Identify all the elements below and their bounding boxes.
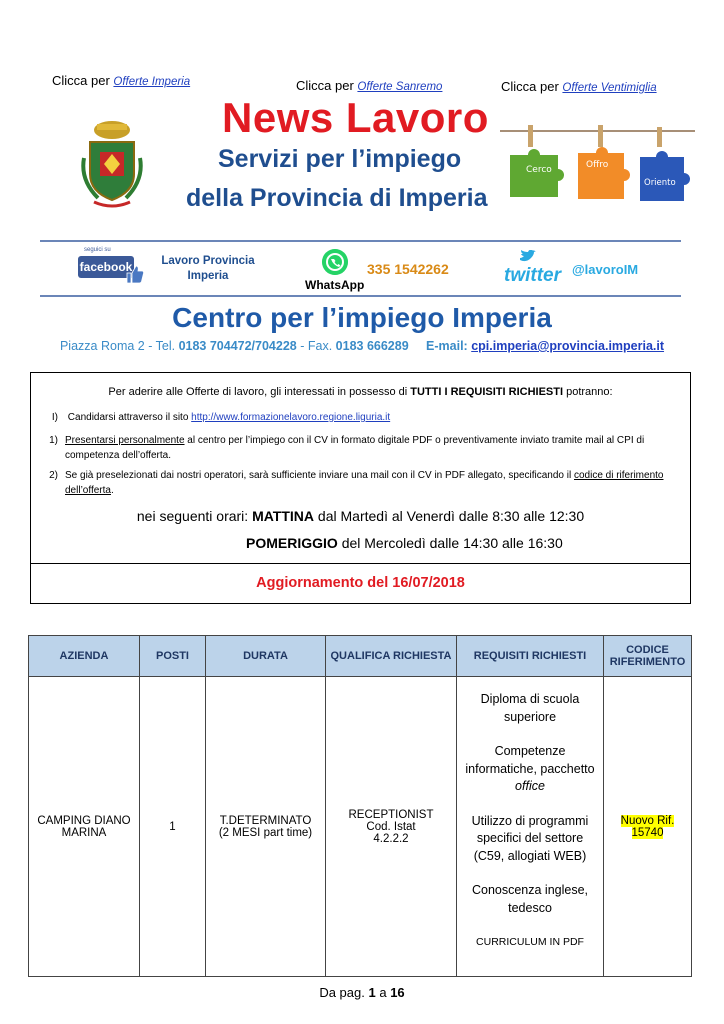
- cell-qualifica: [326, 677, 457, 977]
- facebook-badge[interactable]: facebook: [78, 256, 134, 278]
- info-box-divider: [30, 563, 691, 564]
- req-curriculum: CURRICULUM IN PDF: [476, 936, 584, 948]
- col-durata: DURATA: [206, 636, 326, 677]
- orari-pomeriggio: [246, 535, 563, 551]
- centro-title: Centro per l’impiego Imperia: [172, 302, 552, 333]
- divider-top: [40, 240, 681, 242]
- twitter-handle[interactable]: @lavoroIM: [572, 262, 639, 277]
- col-azienda: AZIENDA: [29, 636, 140, 677]
- item-number: I): [51, 412, 58, 423]
- top-link-sanremo[interactable]: [296, 78, 442, 93]
- col-posti: POSTI: [140, 636, 206, 677]
- svg-text:Cerco: Cerco: [526, 165, 552, 175]
- col-codice: CODICE RIFERIMENTO: [604, 636, 692, 677]
- item-number: 2): [49, 470, 58, 481]
- orari-pomeriggio-bold: POMERIGGIO: [246, 535, 338, 551]
- whatsapp-number[interactable]: 335 1542262: [367, 261, 449, 277]
- table-header-row: [29, 636, 692, 677]
- info-item-2: [40, 433, 680, 463]
- codice-line2: 15740: [631, 826, 664, 839]
- qualifica-line3: 4.2.2.2: [373, 832, 409, 845]
- orari-mattina-bold: MATTINA: [252, 508, 315, 524]
- offerte-sanremo-link[interactable]: Offerte Sanremo: [357, 81, 443, 93]
- twitter-label[interactable]: twitter: [504, 265, 561, 286]
- puzzle-pieces-icon: [500, 125, 695, 210]
- facebook-like-icon: [124, 264, 144, 284]
- whatsapp-label: WhatsApp: [305, 278, 365, 292]
- offerte-imperia-link[interactable]: Offerte Imperia: [113, 76, 191, 88]
- facebook-label-line2: Imperia: [187, 270, 229, 282]
- cell-requisiti: [457, 677, 604, 977]
- req-informatica: [461, 743, 599, 796]
- req-programmi: Utilizzo di programmi specifici del settore (C59, allogiati WEB): [471, 813, 589, 863]
- email-link[interactable]: cpi.imperia@provincia.imperia.it: [471, 339, 665, 353]
- top-link-prefix: Clicca per: [52, 73, 110, 88]
- orari-pre: nei seguenti orari:: [136, 508, 249, 524]
- svg-text:Oriento: Oriento: [644, 178, 676, 188]
- centro-address: [0, 339, 724, 353]
- qualifica-line1: RECEPTIONIST: [348, 808, 434, 821]
- top-link-ventimiglia[interactable]: [501, 79, 657, 94]
- req-diploma: Diploma di scuola superiore: [480, 692, 580, 724]
- cell-posti: 1: [140, 677, 206, 977]
- req-informatica-text: Competenze informatiche, pacchetto: [465, 744, 595, 776]
- item-number: 1): [49, 435, 58, 446]
- orari-mattina-text: dal Martedì al Venerdì dalle 8:30 alle 12:30: [317, 508, 585, 524]
- info-item-1: [40, 410, 680, 425]
- cell-durata: [206, 677, 326, 977]
- news-lavoro-title: News Lavoro: [222, 94, 489, 141]
- facebook-page-label[interactable]: [153, 254, 263, 284]
- top-link-prefix: Clicca per: [501, 79, 559, 94]
- divider-bottom: [40, 295, 681, 297]
- item1-text: Candidarsi attraverso il sito: [67, 412, 189, 423]
- codice-line1: Nuovo Rif.: [620, 814, 675, 827]
- item3-end: .: [110, 485, 114, 496]
- facebook-small: seguici su: [84, 247, 111, 253]
- orari-pomeriggio-text: del Mercoledì dalle 14:30 alle 16:30: [341, 535, 563, 551]
- page-footer: [0, 985, 724, 1000]
- req-office: office: [515, 779, 545, 793]
- qualifica-line2: Cod. Istat: [366, 820, 416, 833]
- footer-mid: a: [379, 985, 387, 1000]
- footer-pre: Da pag.: [319, 985, 365, 1000]
- regione-liguria-link[interactable]: http://www.formazionelavoro.regione.liguria.it: [191, 412, 391, 423]
- header-subtitle-2: della Provincia di Imperia: [186, 184, 488, 212]
- item3-text: Se già preselezionati dai nostri operatori, sarà sufficiente inviare una mail con il CV in PDF allegato, specificando il: [65, 470, 572, 481]
- durata-line2: (2 MESI part time): [218, 826, 313, 839]
- item2-underlined: Presentarsi personalmente: [65, 435, 185, 446]
- item2-text: al centro per l’impiego con il CV in formato digitale PDF o preventivamente inviato tramite mail al CPI di competenza dell’offerta.: [65, 435, 645, 461]
- offerte-ventimiglia-link[interactable]: Offerte Ventimiglia: [562, 82, 657, 94]
- cell-codice: [604, 677, 692, 977]
- intro-pre: Per aderire alle Offerte di lavoro, gli interessati in possesso di: [108, 386, 408, 398]
- top-link-imperia[interactable]: [52, 73, 190, 88]
- table-row: [29, 677, 692, 977]
- req-lingue: Conoscenza inglese, tedesco: [471, 883, 589, 915]
- col-qualifica: QUALIFICA RICHIESTA: [326, 636, 457, 677]
- fax-label: - Fax.: [300, 339, 333, 353]
- provincia-crest-icon: [80, 118, 144, 210]
- address-text: Piazza Roma 2 - Tel.: [59, 339, 176, 353]
- info-item-3: [40, 468, 680, 498]
- info-intro: [30, 386, 691, 398]
- durata-line1: T.DETERMINATO: [219, 814, 312, 827]
- intro-post: potranno:: [566, 386, 613, 398]
- offers-table: [28, 635, 692, 977]
- top-link-prefix: Clicca per: [296, 78, 354, 93]
- footer-total: 16: [390, 985, 405, 1000]
- header-subtitle-1: Servizi per l’impiego: [218, 145, 462, 173]
- intro-bold: TUTTI I REQUISITI RICHIESTI: [410, 386, 564, 398]
- fax-number: 0183 666289: [335, 339, 409, 353]
- svg-text:Offro: Offro: [586, 160, 609, 170]
- col-requisiti: REQUISITI RICHIESTI: [457, 636, 604, 677]
- tel-number: 0183 704472/704228: [178, 339, 297, 353]
- footer-page: 1: [368, 985, 376, 1000]
- aggiornamento-date: Aggiornamento del 16/07/2018: [256, 575, 465, 591]
- twitter-bird-icon: [520, 250, 536, 262]
- facebook-label-line1: Lavoro Provincia: [161, 255, 255, 267]
- cell-azienda: CAMPING DIANO MARINA: [29, 677, 140, 977]
- email-label: E-mail:: [426, 339, 468, 353]
- item3-underlined: codice di riferimento dell’offerta: [65, 470, 664, 496]
- orari-mattina: [30, 508, 691, 524]
- whatsapp-icon[interactable]: [322, 249, 348, 275]
